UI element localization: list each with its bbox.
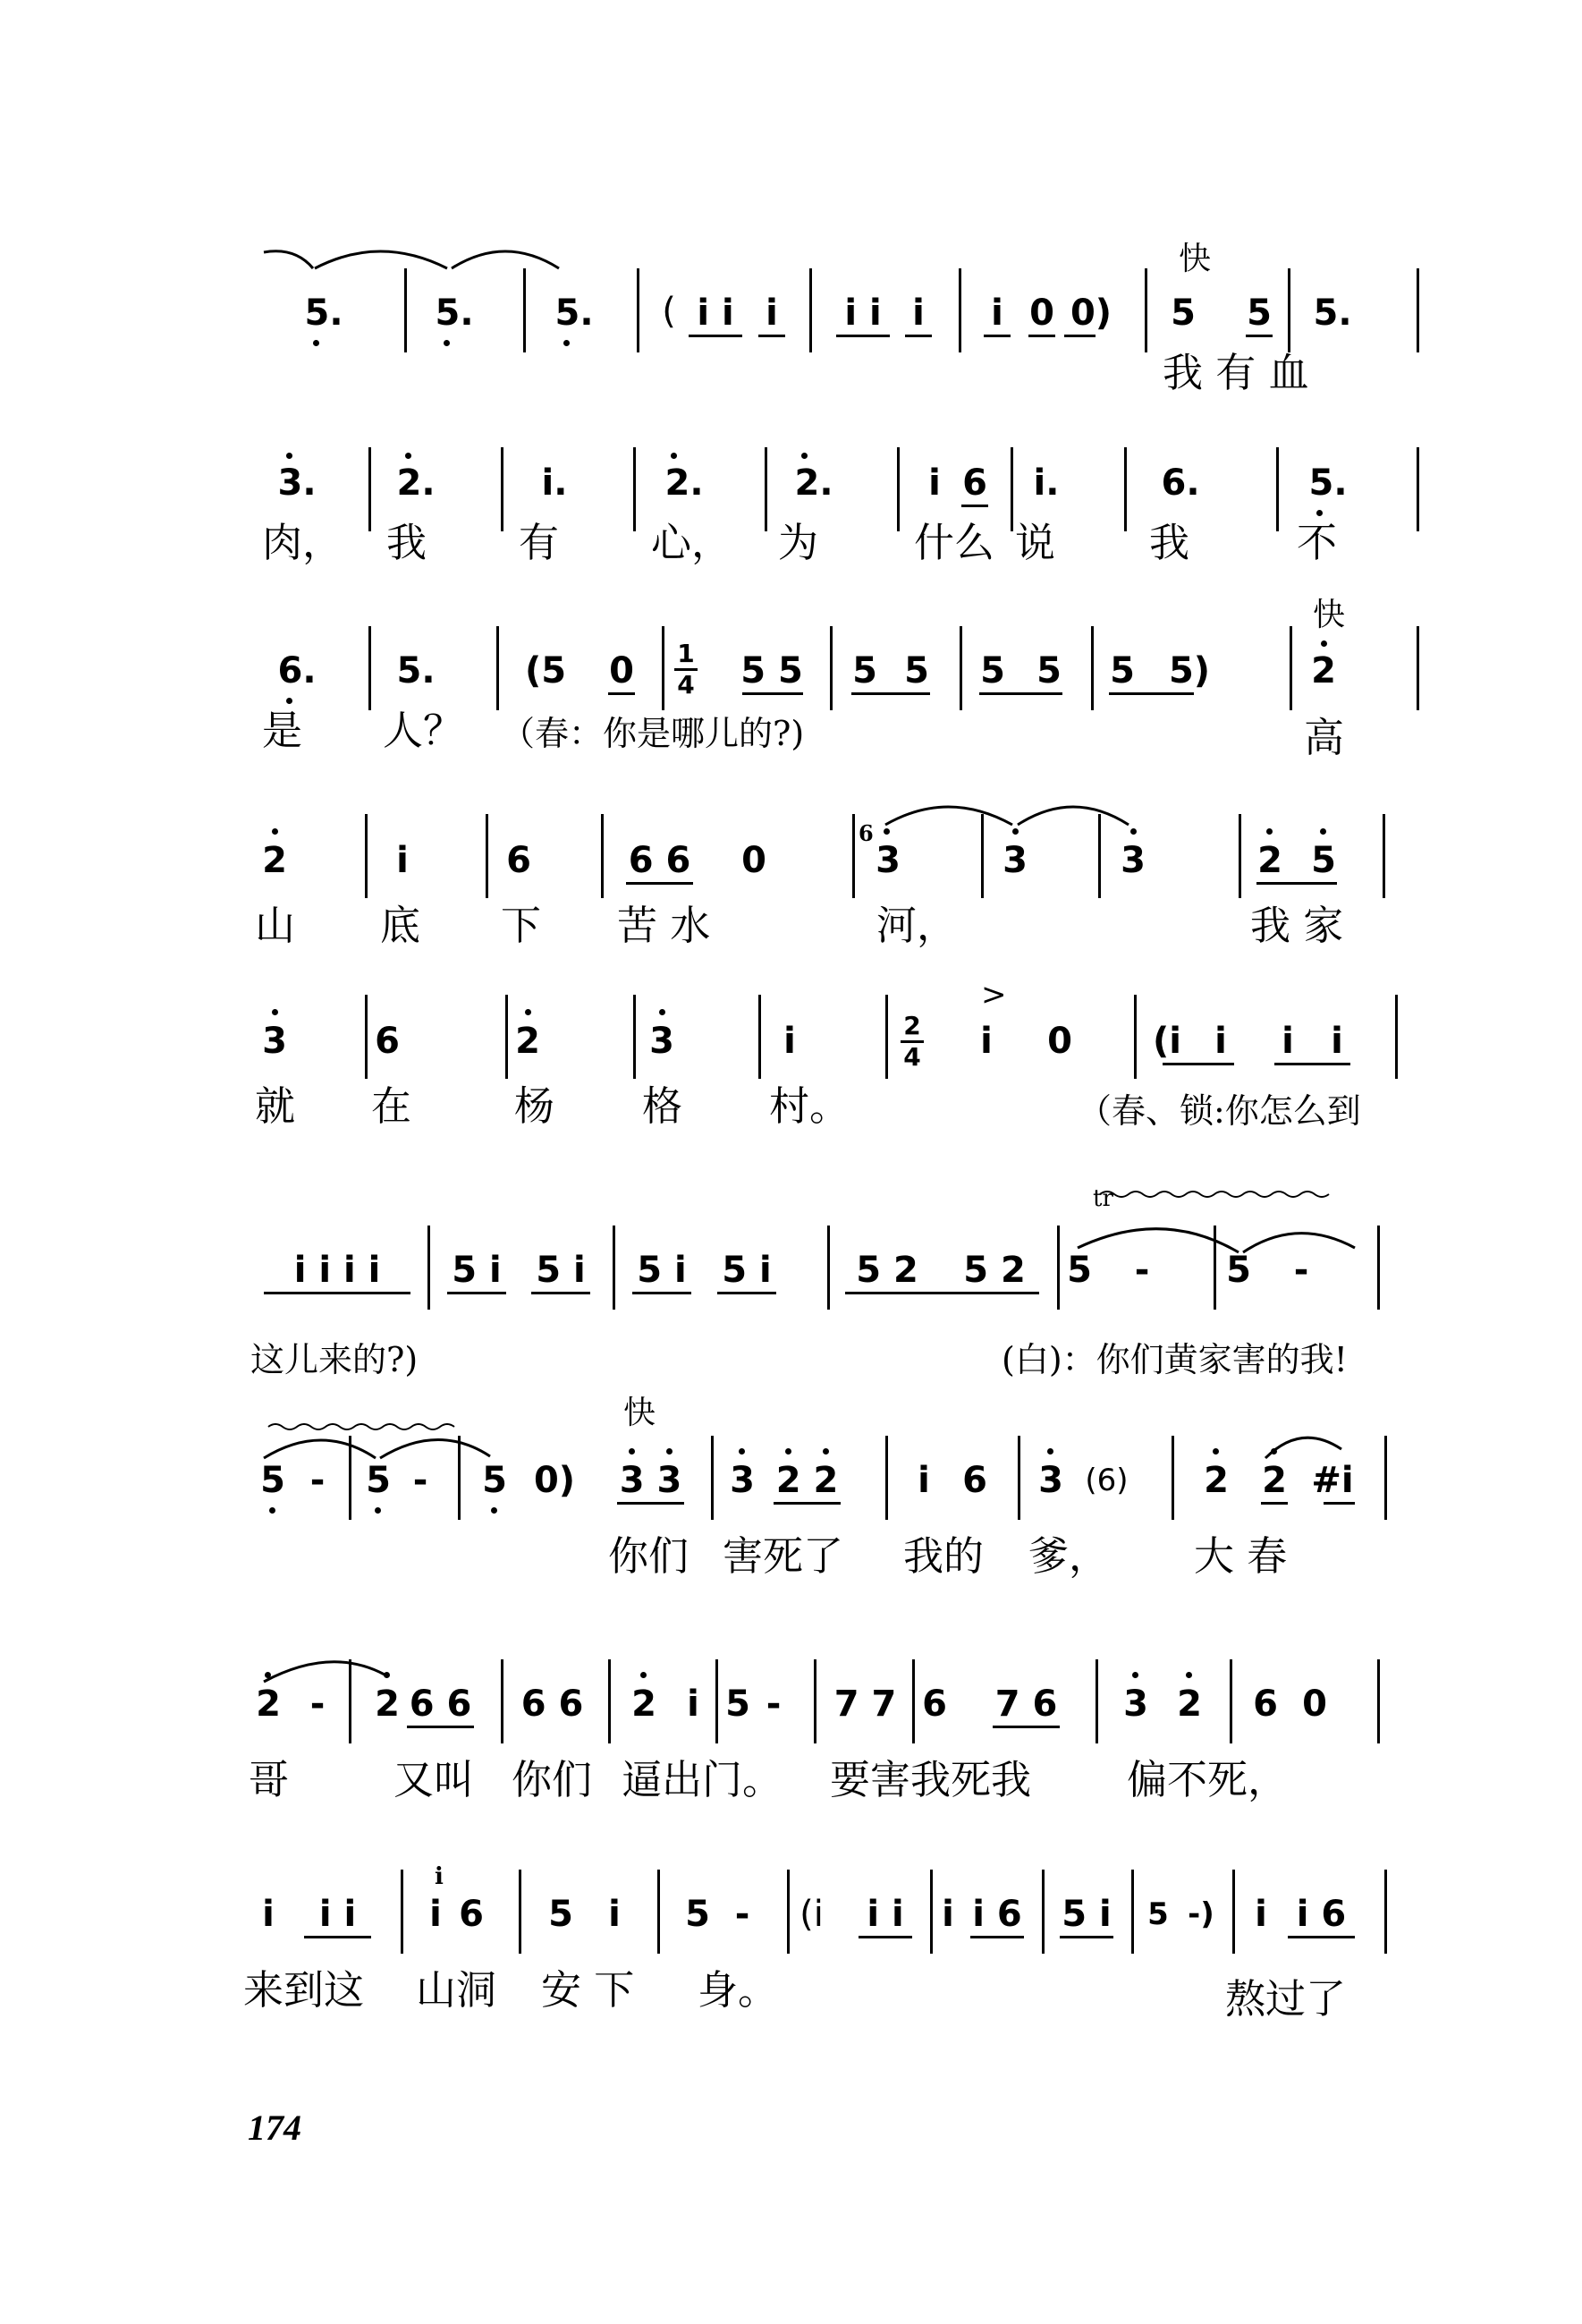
lyric: （春：你是哪儿的?) [501, 714, 805, 753]
lyric: 心， [651, 519, 732, 566]
note: - [412, 1460, 428, 1501]
note: 2 [1177, 1684, 1202, 1725]
lyric: （春、锁:你怎么到 [1078, 1091, 1361, 1131]
note: - [766, 1684, 782, 1725]
lyric: 苦 水 [617, 902, 711, 949]
page-number: 174 [248, 2108, 301, 2148]
note: 3 [876, 840, 901, 881]
note: 5 [685, 1894, 710, 1935]
accent-mark: > [981, 977, 1007, 1013]
note: 2. [794, 462, 833, 504]
lyric: 高 [1304, 714, 1345, 761]
lyric: 你们 [512, 1756, 593, 1803]
note: 5 [1067, 1250, 1092, 1291]
note: - [1134, 1250, 1150, 1291]
note: 0) [1070, 293, 1112, 334]
lyric: 身。 [698, 1966, 779, 2014]
note: 5 i [1062, 1894, 1112, 1935]
lyric: 我 [386, 519, 427, 566]
note: 2 [1257, 840, 1282, 881]
lyric: 熬过了 [1225, 1975, 1347, 2023]
note: 5) [1168, 650, 1211, 691]
note: - [734, 1894, 750, 1935]
note: 5 [548, 1894, 573, 1935]
lyric: 你们 [608, 1532, 689, 1580]
note: #i [1311, 1460, 1354, 1501]
lyric: 河， [876, 902, 958, 949]
note: i. [1033, 462, 1060, 504]
note: 3 [649, 1021, 674, 1062]
note: - [309, 1460, 326, 1501]
lyric: 要害我死我 [830, 1756, 1032, 1803]
tempo-mark: 快 [1313, 597, 1346, 633]
note: 5. [1313, 293, 1352, 334]
note: 6 6 [520, 1684, 584, 1725]
note: 5 [482, 1460, 507, 1501]
note: 6 [962, 1460, 987, 1501]
note: i [942, 1894, 954, 1935]
lyric: 就 [255, 1082, 296, 1130]
lyric: (白)：你们黄家害的我! [1002, 1340, 1348, 1379]
lyric: 害死了 [723, 1532, 844, 1580]
lyric: 我的 [903, 1532, 985, 1580]
note: 5 2 [963, 1250, 1026, 1291]
lyric: 爹， [1028, 1532, 1110, 1580]
note: 0 [1047, 1021, 1072, 1062]
note: 0 [741, 840, 766, 881]
note: 2 [262, 840, 287, 881]
note: 5 [852, 650, 877, 691]
note: 5. [396, 650, 436, 691]
grace-note: i [435, 1863, 444, 1890]
note: 2 [1262, 1460, 1287, 1501]
grace-note: 6 [859, 820, 874, 846]
paren-open: ( [662, 291, 676, 332]
lyric: 肉， [262, 519, 343, 566]
lyric: 是 [262, 707, 303, 754]
note: 5 i [637, 1250, 687, 1291]
note: 2 [515, 1021, 540, 1062]
note: 6 [459, 1894, 484, 1935]
note: 5 [1247, 293, 1272, 334]
note: 5 [1171, 293, 1196, 334]
note: i [980, 1021, 993, 1062]
note: i [608, 1894, 621, 1935]
lyric: 说 [1015, 519, 1056, 566]
lyric: 哥 [249, 1756, 290, 1803]
note: - [309, 1684, 326, 1725]
note: 5 2 [856, 1250, 918, 1291]
note: 6 [922, 1684, 947, 1725]
note: (5 [524, 650, 567, 691]
note: 5 [1110, 650, 1135, 691]
note: 6 [506, 840, 531, 881]
note: 5 i [536, 1250, 586, 1291]
note: 6. [277, 650, 317, 691]
note: i [912, 293, 925, 334]
time-sig-top: 1 [677, 639, 695, 668]
note: 7 6 [994, 1684, 1058, 1725]
note: 5 [1147, 1896, 1169, 1932]
note: 0 [609, 650, 634, 691]
note: 6 [962, 462, 987, 504]
note: 5. [304, 293, 343, 334]
lyric: 我 家 [1250, 902, 1344, 949]
note: 5. [1308, 462, 1348, 504]
note: 3 3 [619, 1460, 682, 1501]
note: i [1331, 1021, 1343, 1062]
note: 5 [1036, 650, 1062, 691]
note: i i [867, 1894, 904, 1935]
time-sig-top: 2 [903, 1011, 921, 1040]
note: i 6 [972, 1894, 1022, 1935]
note: (6) [1085, 1463, 1129, 1498]
lyric: 底 [380, 902, 421, 949]
note: (i [799, 1894, 824, 1935]
note: - [1293, 1250, 1309, 1291]
lyric: 有 [519, 519, 560, 566]
note: 6 6 [628, 840, 691, 881]
lyric: 山 [255, 902, 296, 949]
lyric: 逼出门。 [622, 1756, 783, 1803]
note: i 6 [1296, 1894, 1347, 1935]
note: 5. [554, 293, 594, 334]
note: 3 [1121, 840, 1146, 881]
note: (i [1153, 1021, 1181, 1062]
note: 3 [730, 1460, 755, 1501]
note: 2 [256, 1684, 281, 1725]
note: 2 [631, 1684, 656, 1725]
note: i [783, 1021, 796, 1062]
note: 5 [904, 650, 929, 691]
lyric: 下 [501, 902, 542, 949]
note: 5 [1311, 840, 1336, 881]
note: 6 [375, 1021, 400, 1062]
note: i [991, 293, 1003, 334]
note: 2 [375, 1684, 400, 1725]
note: i [429, 1894, 442, 1935]
note: i [766, 293, 778, 334]
note: 2 [1311, 650, 1336, 691]
lyric: 村。 [769, 1082, 850, 1130]
lyric: 格 [642, 1082, 683, 1130]
lyric: 又叫 [393, 1756, 475, 1803]
lyric: 山洞 [416, 1966, 497, 2014]
note: i i [318, 1894, 357, 1935]
note: 5 5 [740, 650, 803, 691]
lyric: 我 [1149, 519, 1190, 566]
note: 5 [366, 1460, 391, 1501]
note: 5 i [452, 1250, 502, 1291]
note: 5 [1226, 1250, 1251, 1291]
note: 3 [262, 1021, 287, 1062]
lyric: 人？ [383, 707, 464, 754]
note: 3 [1002, 840, 1028, 881]
note: -) [1188, 1896, 1214, 1932]
lyric: 不 [1297, 519, 1338, 566]
note: 3 [1038, 1460, 1063, 1501]
note: 2. [396, 462, 436, 504]
lyric: 安 下 [541, 1966, 635, 2014]
note: i [687, 1684, 699, 1725]
note: i [1214, 1021, 1227, 1062]
note: 6 6 [409, 1684, 472, 1725]
note: 2. [664, 462, 704, 504]
note: 6. [1161, 462, 1200, 504]
time-sig-bottom: 4 [677, 670, 695, 700]
lyric: 这儿来的?) [250, 1340, 419, 1379]
lyric: 来到这 [243, 1966, 365, 2014]
note: 6 [1253, 1684, 1278, 1725]
note: 3 [1123, 1684, 1148, 1725]
lyric: 在 [371, 1082, 412, 1130]
note: 5 [260, 1460, 285, 1501]
lyric: 我 有 血 [1163, 349, 1309, 396]
note: 5 [980, 650, 1005, 691]
note: i [1282, 1021, 1294, 1062]
note: i i i i [293, 1250, 381, 1291]
note: 0 [1302, 1684, 1327, 1725]
tempo-mark: 快 [1179, 241, 1212, 277]
note: i i [844, 293, 882, 334]
note: 5. [435, 293, 474, 334]
note: i [1255, 1894, 1267, 1935]
note: 2 2 [775, 1460, 839, 1501]
lyric: 偏不死， [1127, 1756, 1289, 1803]
note: i [918, 1460, 930, 1501]
lyric: 大 春 [1194, 1532, 1288, 1580]
note: 2 [1204, 1460, 1229, 1501]
trill-mark: tr [1093, 1185, 1113, 1212]
note: 5 [725, 1684, 750, 1725]
lyric: 杨 [514, 1082, 555, 1130]
note: i i [697, 293, 734, 334]
note: 7 7 [833, 1684, 897, 1725]
note: 0) [533, 1460, 576, 1501]
note: 3. [277, 462, 317, 504]
note: i [928, 462, 941, 504]
lyric: 为 [778, 519, 819, 566]
note: i [396, 840, 409, 881]
note: 0 [1029, 293, 1054, 334]
lyric: 什么 [914, 519, 995, 566]
tempo-mark: 快 [623, 1395, 656, 1431]
time-sig-bottom: 4 [903, 1042, 921, 1072]
note: i. [541, 462, 568, 504]
note: i [262, 1894, 275, 1935]
note: 5 i [722, 1250, 772, 1291]
